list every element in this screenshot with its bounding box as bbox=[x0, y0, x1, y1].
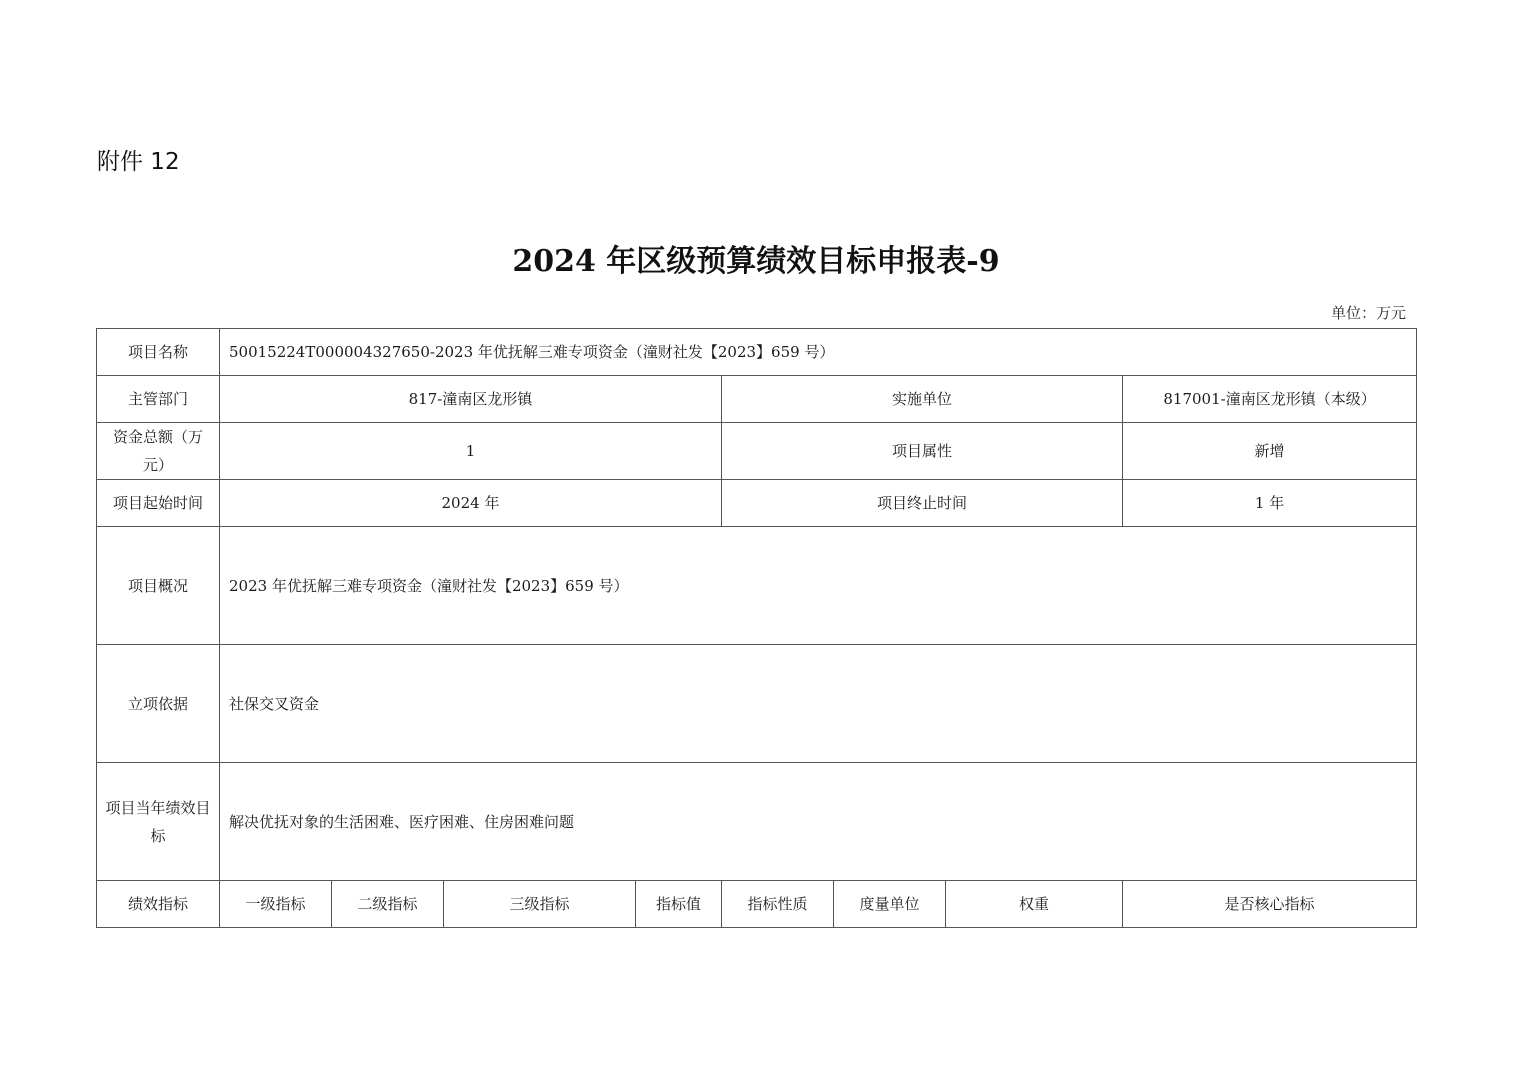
indicator-header-level2: 二级指标 bbox=[332, 881, 444, 928]
end-label: 项目终止时间 bbox=[722, 480, 1123, 527]
dept-value: 817-潼南区龙形镇 bbox=[220, 376, 722, 423]
table-row bbox=[97, 329, 1417, 376]
project-name-value: 50015224T000004327650-2023 年优抚解三难专项资金（潼财社发【2023】659 号） bbox=[220, 329, 1417, 376]
indicator-header-weight: 权重 bbox=[946, 881, 1123, 928]
start-value: 2024 年 bbox=[220, 480, 722, 527]
table-row bbox=[97, 376, 1417, 423]
overview-value: 2023 年优抚解三难专项资金（潼财社发【2023】659 号） bbox=[220, 527, 1417, 645]
page-title: 2024 年区级预算绩效目标申报表-9 bbox=[512, 244, 1000, 279]
overview-label: 项目概况 bbox=[97, 527, 220, 645]
attr-value: 新增 bbox=[1123, 423, 1417, 480]
goal-value: 解决优抚对象的生活困难、医疗困难、住房困难问题 bbox=[220, 763, 1417, 881]
attachment-label: 附件 12 bbox=[97, 149, 180, 175]
goal-label: 项目当年绩效目标 bbox=[97, 763, 220, 881]
funds-value: 1 bbox=[220, 423, 722, 480]
indicator-header-nature: 指标性质 bbox=[722, 881, 834, 928]
indicator-header-unit: 度量单位 bbox=[834, 881, 946, 928]
table-row bbox=[97, 423, 1417, 480]
unit-label: 单位：万元 bbox=[1330, 304, 1406, 322]
indicator-header-level3: 三级指标 bbox=[444, 881, 636, 928]
budget-target-table bbox=[96, 328, 1417, 928]
basis-label: 立项依据 bbox=[97, 645, 220, 763]
funds-label: 资金总额（万元） bbox=[97, 423, 220, 480]
basis-value: 社保交叉资金 bbox=[220, 645, 1417, 763]
indicator-header-value: 指标值 bbox=[636, 881, 722, 928]
dept-label: 主管部门 bbox=[97, 376, 220, 423]
table-row bbox=[97, 763, 1417, 881]
table-row bbox=[97, 881, 1417, 928]
end-value: 1 年 bbox=[1123, 480, 1417, 527]
table-row bbox=[97, 645, 1417, 763]
attr-label: 项目属性 bbox=[722, 423, 1123, 480]
impl-unit-value: 817001-潼南区龙形镇（本级） bbox=[1123, 376, 1417, 423]
project-name-label: 项目名称 bbox=[97, 329, 220, 376]
impl-unit-label: 实施单位 bbox=[722, 376, 1123, 423]
indicator-header-core: 是否核心指标 bbox=[1123, 881, 1417, 928]
start-label: 项目起始时间 bbox=[97, 480, 220, 527]
table-row bbox=[97, 527, 1417, 645]
indicators-label: 绩效指标 bbox=[97, 881, 220, 928]
indicator-header-level1: 一级指标 bbox=[220, 881, 332, 928]
table-row bbox=[97, 480, 1417, 527]
